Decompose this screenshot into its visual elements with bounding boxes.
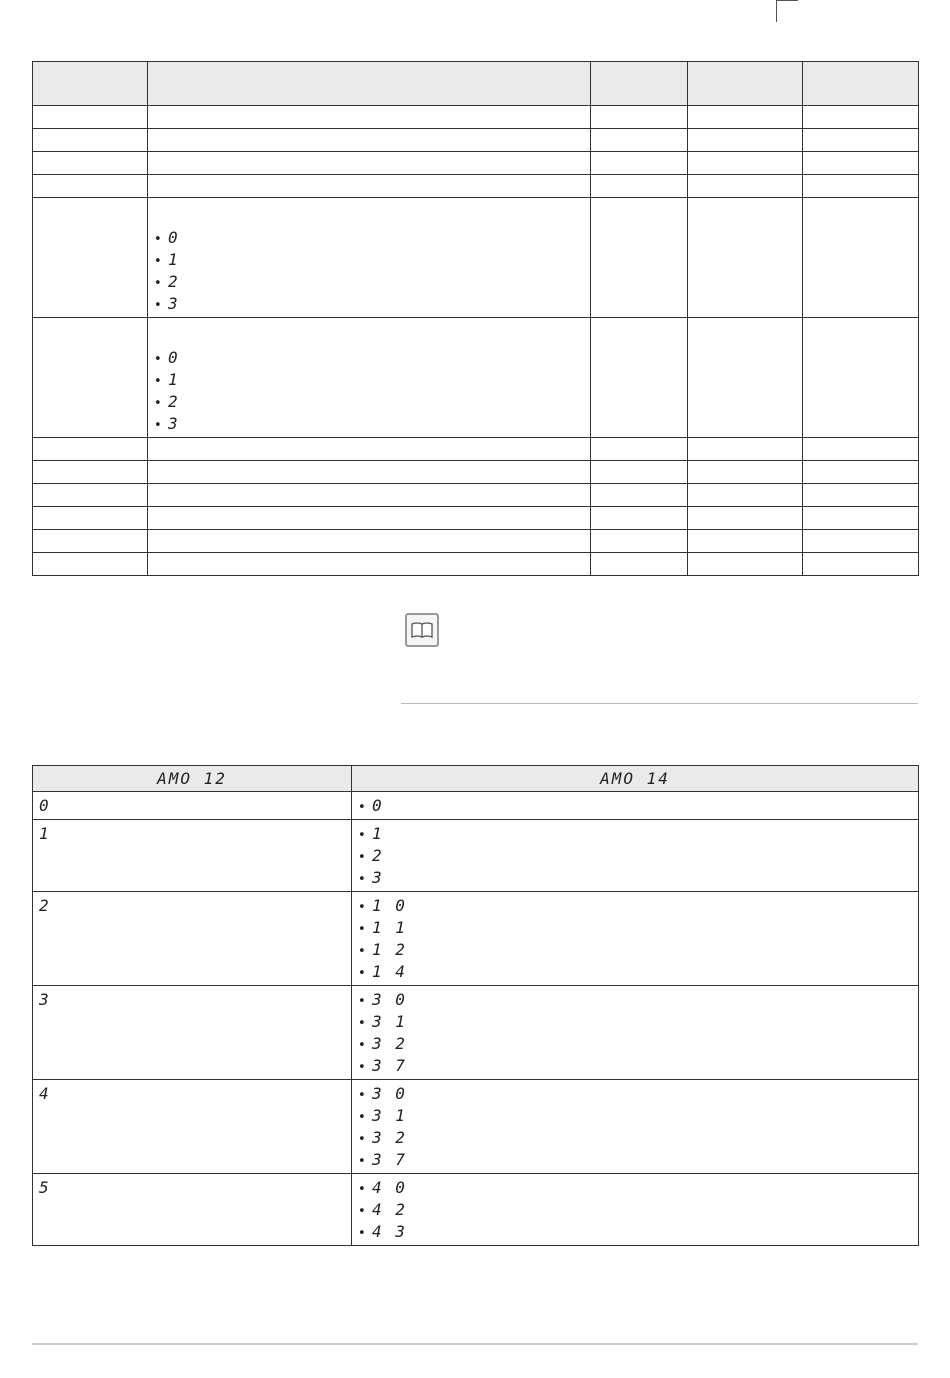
amo14-value: 3 7 [372, 1056, 407, 1075]
table-row [33, 820, 919, 892]
amo12-cell [33, 792, 352, 820]
table-row [33, 507, 919, 530]
amo14-cell [352, 986, 919, 1080]
amo14-cell [352, 1174, 919, 1246]
bullet-list [148, 198, 590, 315]
amo14-cell [352, 892, 919, 986]
list-item: • 4 2 [358, 1200, 407, 1219]
amo14-cell [352, 820, 919, 892]
bullet-list [148, 318, 590, 435]
page-corner-mark-icon [776, 0, 800, 24]
amo14-value: 1 2 [372, 940, 407, 959]
table-row [33, 198, 919, 318]
list-item: • 2 [154, 272, 180, 291]
list-item: • 0 [358, 796, 384, 815]
table-row [33, 318, 919, 438]
amo14-value: 1 1 [372, 918, 407, 937]
list-item: • 3 1 [358, 1106, 407, 1125]
list-item: • 2 [358, 846, 384, 865]
list-item: • 3 2 [358, 1034, 407, 1053]
amo12-value: 1 [39, 824, 51, 843]
amo14-value: 3 0 [372, 990, 407, 1009]
amo14-value: 3 2 [372, 1034, 407, 1053]
list-item: • 3 [154, 414, 180, 433]
list-item: • 3 [358, 868, 384, 887]
list-item: • 3 0 [358, 1084, 407, 1103]
list-item: • 4 3 [358, 1222, 407, 1241]
list-item: • 0 [154, 228, 180, 247]
amo14-value: 0 [372, 796, 384, 815]
amo14-cell [352, 1080, 919, 1174]
list-item: • 3 7 [358, 1150, 407, 1169]
header-cell [803, 62, 919, 106]
amo12-cell [33, 986, 352, 1080]
list-item: • 1 [154, 370, 180, 389]
table-row [33, 484, 919, 507]
amo12-value: 0 [39, 796, 51, 815]
amo12-value: 3 [39, 990, 51, 1009]
amo12-cell [33, 1080, 352, 1174]
table-row [33, 152, 919, 175]
list-item: • 0 [154, 348, 180, 367]
table-row [33, 129, 919, 152]
bullet-list [358, 989, 912, 1077]
amo14-value: 3 1 [372, 1012, 407, 1031]
amo14-value: 2 [372, 846, 384, 865]
table-row [33, 461, 919, 484]
header-amo14: AMO 14 [352, 766, 919, 792]
table-row [33, 1080, 919, 1174]
amo-mapping-table [32, 765, 919, 1246]
amo14-value: 3 2 [372, 1128, 407, 1147]
list-item: • 4 0 [358, 1178, 407, 1197]
list-item: • 1 2 [358, 940, 407, 959]
bullet-list [358, 823, 912, 889]
table-header-row [33, 62, 919, 106]
bullet-list [358, 1177, 912, 1243]
list-item: • 3 1 [358, 1012, 407, 1031]
bullet-list [358, 1083, 912, 1171]
table-row [33, 792, 919, 820]
bullet-list [358, 895, 912, 983]
header-amo12: AMO 12 [33, 766, 352, 792]
amo14-value: 1 [372, 824, 384, 843]
amo14-value: 4 0 [372, 1178, 407, 1197]
footer-rule [32, 1343, 918, 1345]
list-item: • 3 0 [358, 990, 407, 1009]
list-item: • 3 7 [358, 1056, 407, 1075]
table-row [33, 986, 919, 1080]
amo12-value: 5 [39, 1178, 51, 1197]
amo14-value: 4 3 [372, 1222, 407, 1241]
amo14-value: 3 1 [372, 1106, 407, 1125]
table-row [33, 1174, 919, 1246]
amo14-value: 4 2 [372, 1200, 407, 1219]
list-item: • 1 1 [358, 918, 407, 937]
table-row [33, 438, 919, 461]
list-item: • 2 [154, 392, 180, 411]
amo14-value: 3 7 [372, 1150, 407, 1169]
table-row [33, 106, 919, 129]
table-row [33, 530, 919, 553]
amo14-value: 3 0 [372, 1084, 407, 1103]
list-item: • 1 4 [358, 962, 407, 981]
list-item: • 1 0 [358, 896, 407, 915]
parameter-table [32, 61, 919, 576]
header-cell [688, 62, 803, 106]
bullet-list [358, 795, 912, 817]
table-header-row [33, 766, 919, 792]
amo12-cell [33, 1174, 352, 1246]
amo14-cell [352, 792, 919, 820]
header-cell [148, 62, 591, 106]
table-row [33, 892, 919, 986]
header-cell [591, 62, 688, 106]
header-cell [33, 62, 148, 106]
list-item: • 1 [358, 824, 384, 843]
book-icon [405, 613, 439, 647]
amo12-value: 4 [39, 1084, 51, 1103]
list-item: • 3 2 [358, 1128, 407, 1147]
amo12-cell [33, 820, 352, 892]
amo14-value: 1 0 [372, 896, 407, 915]
list-item: • 1 [154, 250, 180, 269]
amo12-value: 2 [39, 896, 51, 915]
amo12-cell [33, 892, 352, 986]
amo14-value: 3 [372, 868, 384, 887]
table-row [33, 175, 919, 198]
amo14-value: 1 4 [372, 962, 407, 981]
list-item: • 3 [154, 294, 180, 313]
note-divider [401, 703, 918, 704]
table-row [33, 553, 919, 576]
